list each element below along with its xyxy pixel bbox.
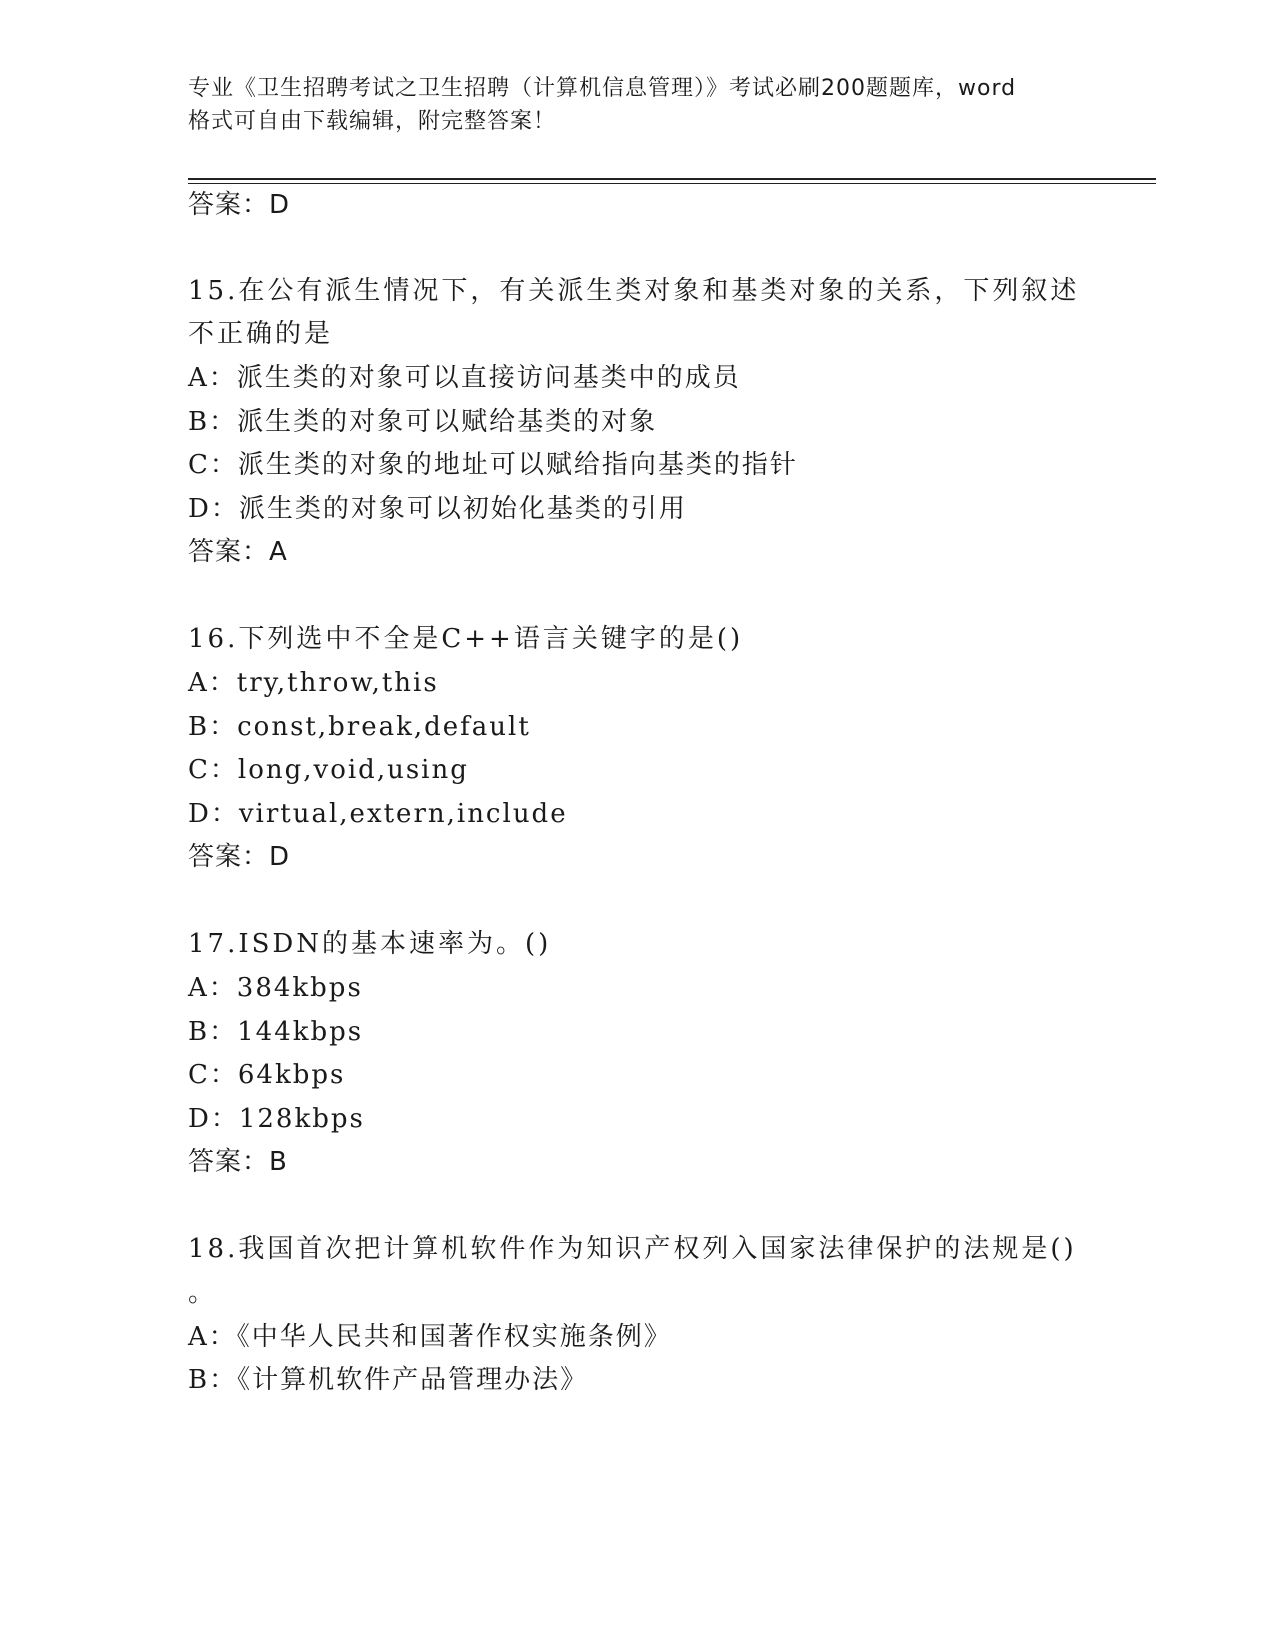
answer-15: 答案：A xyxy=(188,537,288,567)
question-15-line-2: 不正确的是 xyxy=(188,319,334,349)
question-18-option-a: A：《中华人民共和国著作权实施条例》 xyxy=(188,1322,672,1352)
question-17-option-c: C：64kbps xyxy=(188,1060,346,1090)
document-header xyxy=(188,72,1088,138)
question-15-option-b: B：派生类的对象可以赋给基类的对象 xyxy=(188,407,658,437)
question-16-option-c: C：long,void,using xyxy=(188,755,469,785)
question-15-option-c: C：派生类的对象的地址可以赋给指向基类的指针 xyxy=(188,450,798,480)
answer-17: 答案：B xyxy=(188,1147,288,1177)
question-15-option-a: A：派生类的对象可以直接访问基类中的成员 xyxy=(188,363,741,393)
header-line-2: 格式可自由下载编辑，附完整答案！ xyxy=(188,109,557,134)
question-16-option-d: D：virtual,extern,include xyxy=(188,799,568,829)
question-17-option-b: B：144kbps xyxy=(188,1017,364,1047)
header-divider-thin xyxy=(188,183,1156,184)
question-16-option-a: A：try,throw,this xyxy=(188,668,439,698)
question-18-option-b: B：《计算机软件产品管理办法》 xyxy=(188,1365,589,1395)
header-divider xyxy=(188,178,1156,180)
question-15-option-d: D：派生类的对象可以初始化基类的引用 xyxy=(188,494,687,524)
header-line-1: 专业《卫生招聘考试之卫生招聘（计算机信息管理）》考试必刷200题题库，word xyxy=(188,76,1017,101)
question-18-line-2: 。 xyxy=(188,1278,218,1308)
question-16-option-b: B：const,break,default xyxy=(188,712,531,742)
question-17-line-1: 17.ISDN的基本速率为。() xyxy=(188,929,552,959)
answer-16: 答案：D xyxy=(188,842,291,872)
question-15-line-1: 15.在公有派生情况下，有关派生类对象和基类对象的关系，下列叙述 xyxy=(188,276,1080,306)
answer-14: 答案：D xyxy=(188,190,291,220)
question-16-line-1: 16.下列选中不全是C++语言关键字的是() xyxy=(188,624,744,654)
question-17-option-a: A：384kbps xyxy=(188,973,363,1003)
question-18-line-1: 18.我国首次把计算机软件作为知识产权列入国家法律保护的法规是() xyxy=(188,1234,1077,1264)
question-17-option-d: D：128kbps xyxy=(188,1104,365,1134)
